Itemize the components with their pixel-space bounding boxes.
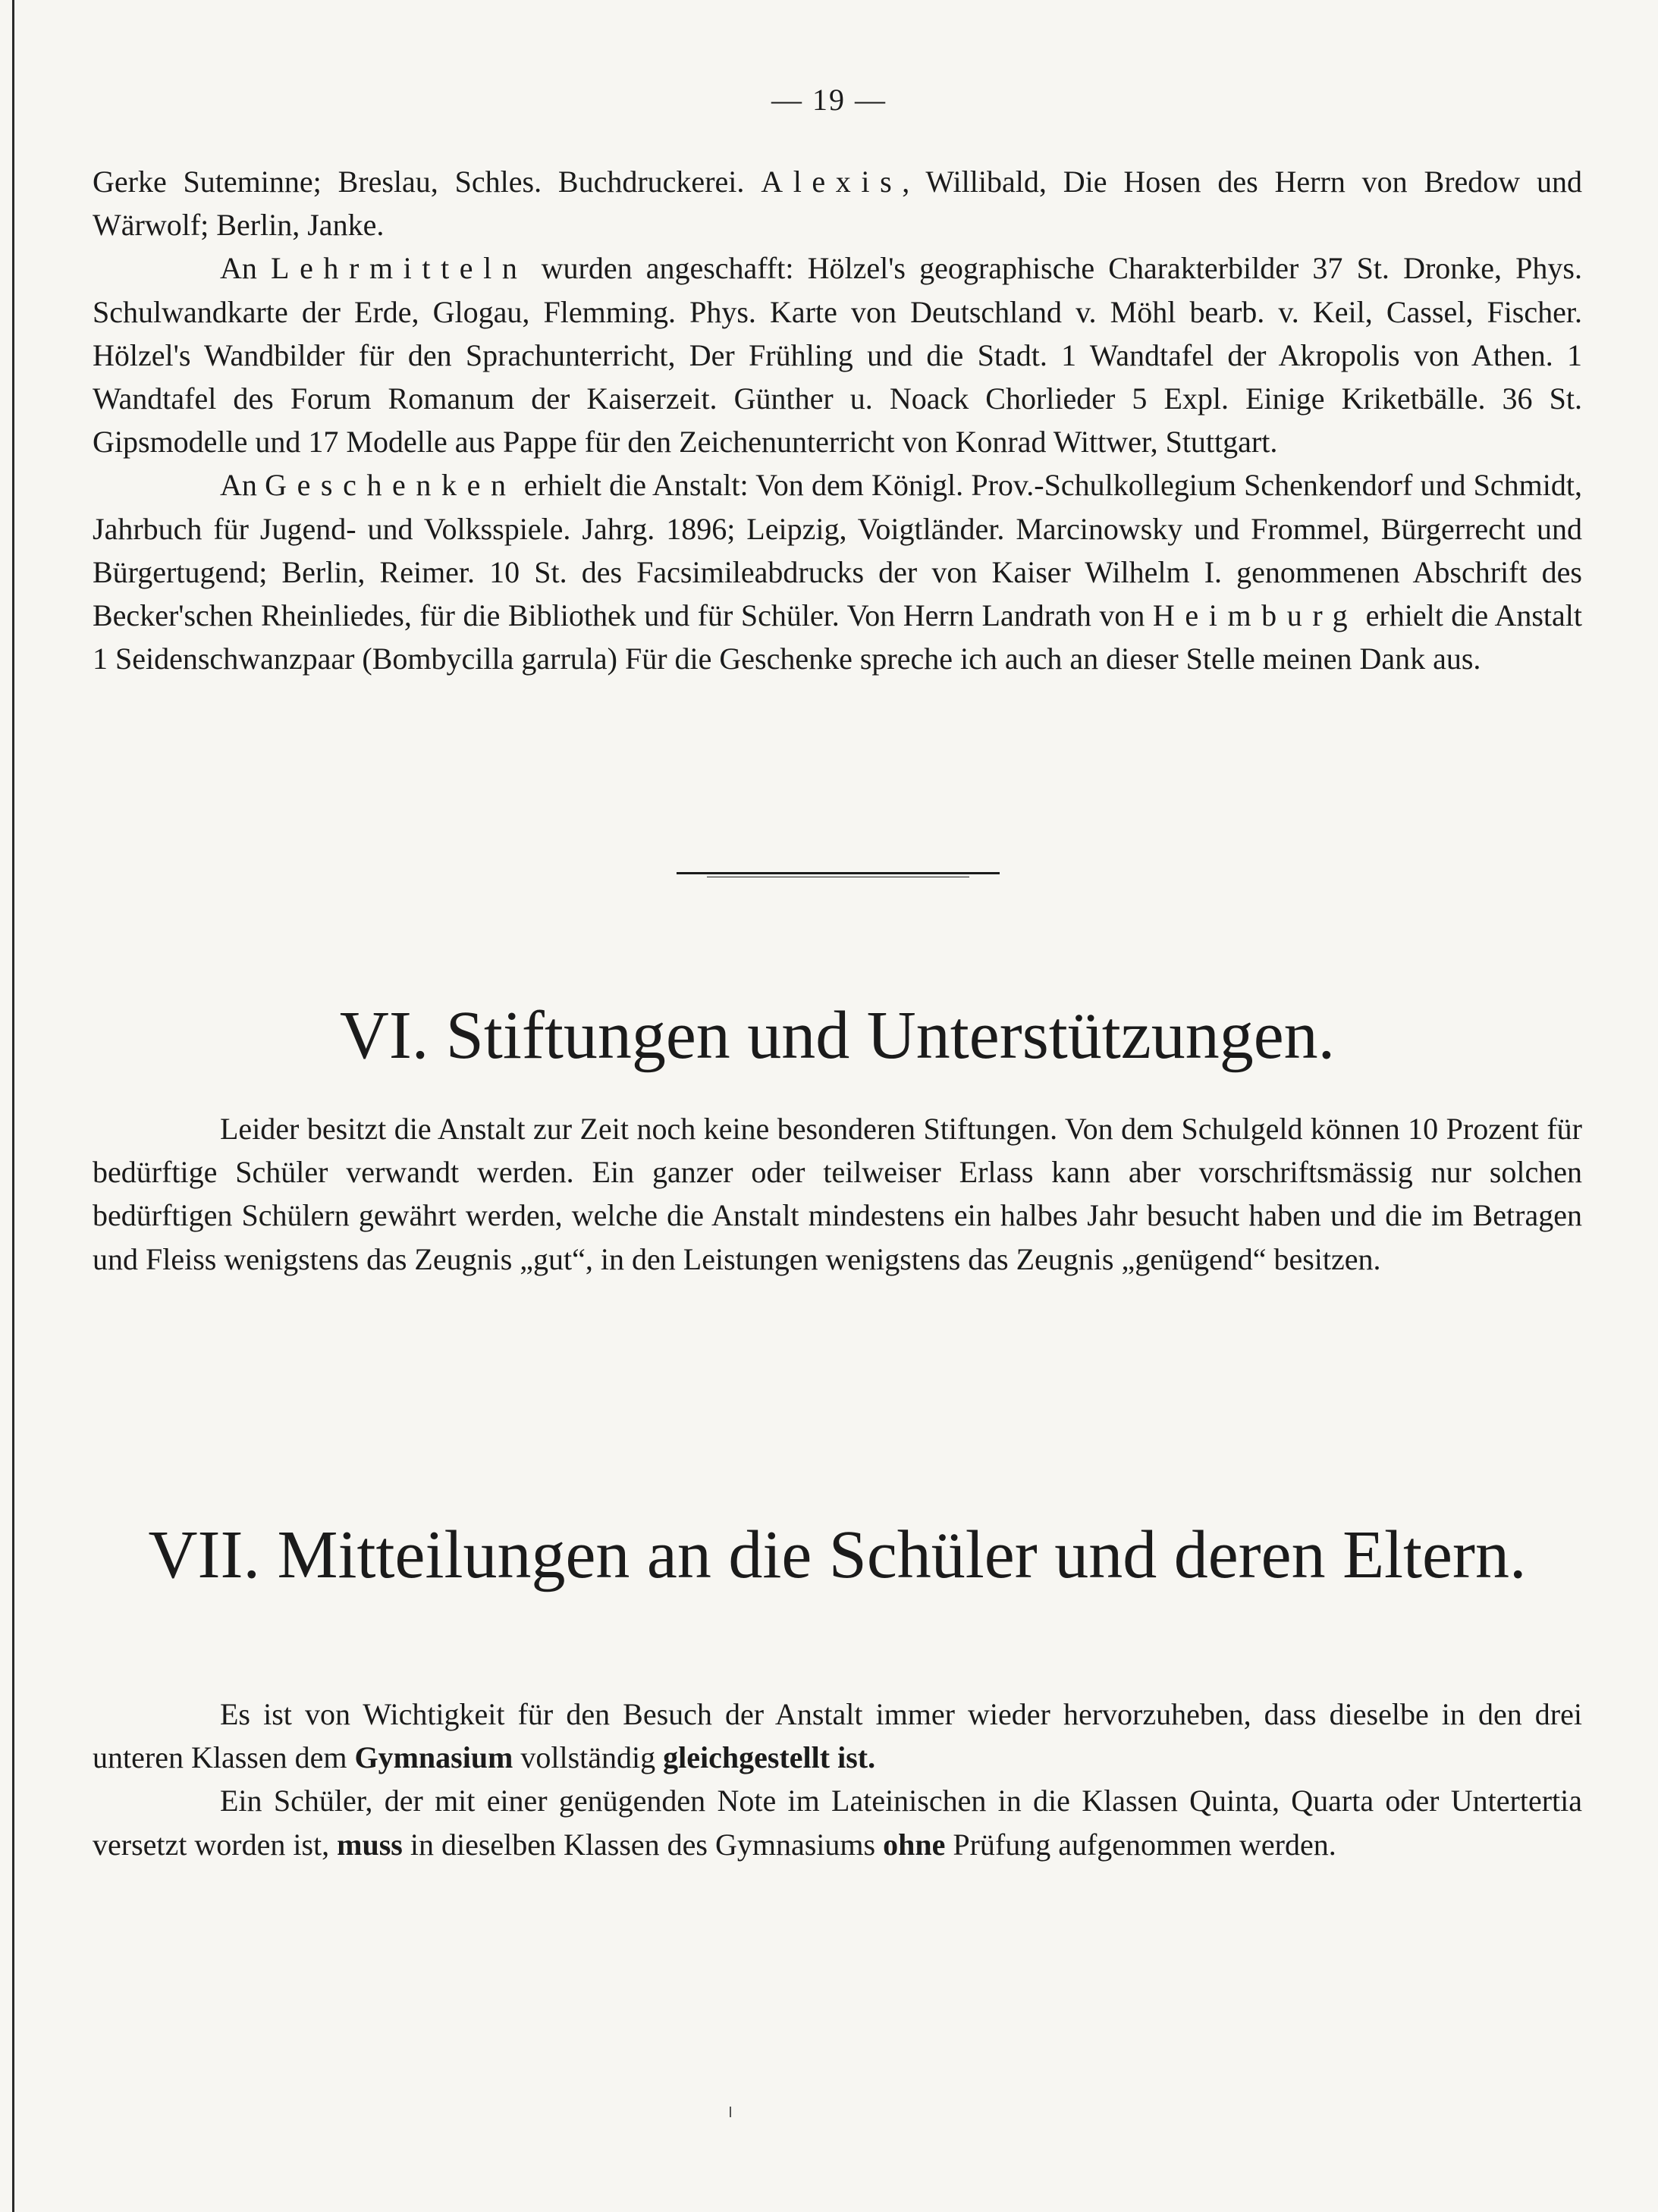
page-number: — 19 —: [771, 83, 887, 117]
text-run: , Willibald, Die Hosen des Herrn von Bredow und Wärwolf; Berlin, Janke.: [93, 165, 1583, 243]
text-run: vollständig: [513, 1740, 664, 1775]
section-vii-body: [93, 1693, 1582, 1866]
gifts-paragraph: [93, 463, 1582, 680]
section-vii-paragraph-2: [93, 1779, 1582, 1865]
spaced-emphasis-text: Geschenken: [265, 468, 517, 503]
section-vii-paragraph-1: [93, 1693, 1582, 1779]
bold-emphasis-text: muss: [337, 1827, 403, 1862]
text-run: An: [220, 468, 265, 503]
section-vii-heading: VII. Mitteilungen an die Schüler und deren Eltern.: [148, 1517, 1527, 1592]
section-vi-heading: VI. Stiftungen und Unterstützungen.: [339, 998, 1336, 1073]
text-run: Ein Schüler, der mit einer genügenden Note im Lateinischen in die Klassen Quinta, Quarta oder Untertertia versetzt worden ist,: [93, 1784, 1582, 1862]
section-divider: [677, 872, 1000, 874]
text-run: in dieselben Klassen des Gymnasiums: [402, 1827, 884, 1862]
text-run: erhielt die Anstalt: Von dem Königl. Prov.-Schulkollegium Schenkendorf und Schmidt, Jahrbuch für Jugend- und Volksspiele. Jahrg. 1896; Leipzig, Voigtländer. Marcinowsky und Frommel, Bürgerrecht und Bürgertugend; Berlin, Reimer. 10 St. des Facsimileabdrucks der von Kaiser Wilhelm I. genommenen Abschrift des Becker'schen Rheinliedes, für die Bibliothek und für Schüler. Von Herrn Landrath von: [93, 468, 1582, 633]
section-vi-body: [93, 1107, 1582, 1281]
text-run: An: [220, 251, 272, 286]
spaced-emphasis-text: Heimburg: [1152, 598, 1358, 633]
teaching-materials-paragraph: [93, 246, 1582, 463]
text-run: Prüfung aufgenommen werden.: [945, 1827, 1336, 1862]
text-run: erhielt die Anstalt 1 Seidenschwanzpaar (Bombycilla garrula) Für die Geschenke spreche ich auch an dieser Stelle meinen Dank aus.: [93, 598, 1583, 676]
spaced-emphasis-text: Lehrmitteln: [271, 251, 528, 286]
bold-emphasis-text: ohne: [883, 1827, 946, 1862]
books-paragraph: [93, 160, 1582, 246]
ink-mark: [730, 2107, 731, 2117]
section-vi-paragraph: Leider besitzt die Anstalt zur Zeit noch keine besonderen Stiftungen. Von dem Schulgeld können 10 Prozent für bedürftige Schüler verwandt werden. Ein ganzer oder teilweiser Erlass kann aber vorschriftsmässig nur solchen bedürftigen Schülern gewährt werden, welche die Anstalt mindestens ein halbes Jahr besucht haben und die im Betragen und Fleiss wenigstens das Zeugnis „gut“, in den Leistungen wenigstens das Zeugnis „genügend“ besitzen.: [93, 1112, 1582, 1276]
bold-emphasis-text: Gymnasium: [354, 1740, 513, 1775]
text-run: wurden angeschafft: Hölzel's geographische Charakterbilder 37 St. Dronke, Phys. Schulwandkarte der Erde, Glogau, Flemming. Phys. Karte von Deutschland v. Möhl bearb. v. Keil, Cassel, Fischer. Hölzel's Wandbilder für den Sprachunterricht, Der Frühling und die Stadt. 1 Wandtafel der Akropolis von Athen. 1 Wandtafel des Forum Romanum der Kaiserzeit. Günther u. Noack Chorlieder 5 Expl. Einige Kriketbälle. 36 St. Gipsmodelle und 17 Modelle aus Pappe für den Zeichenunterricht von Konrad Wittwer, Stuttgart.: [93, 251, 1582, 460]
text-run: Es ist von Wichtigkeit für den Besuch der Anstalt immer wieder hervorzuheben, dass dieselbe in den drei unteren Klassen dem: [93, 1697, 1582, 1775]
bold-emphasis-text: gleichgestellt ist.: [663, 1740, 876, 1775]
text-run: Gerke Suteminne; Breslau, Schles. Buchdruckerei.: [93, 165, 761, 199]
spaced-emphasis-text: Alexis: [761, 165, 903, 199]
acquisitions-block: [93, 160, 1582, 680]
